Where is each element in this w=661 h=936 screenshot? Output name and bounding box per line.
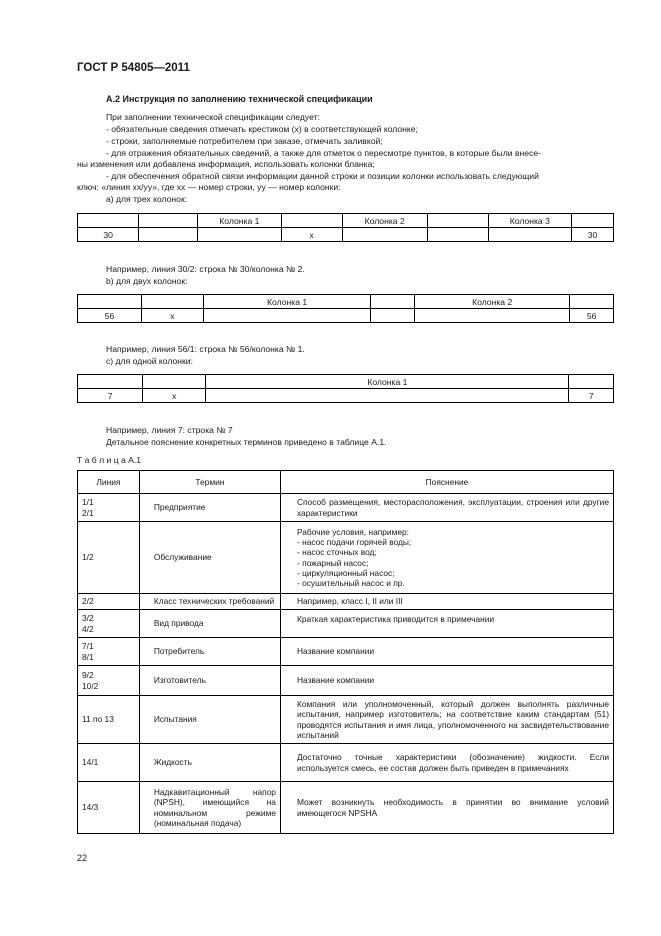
header-explanation: Пояснение xyxy=(280,471,613,494)
line-number: 56 xyxy=(78,309,142,323)
example-2: Например, линия 56/1: строка № 56/колонка № 1. xyxy=(106,344,305,354)
example-table-one-column xyxy=(77,374,614,403)
explanation-cell: Рабочие условия, например: xyxy=(296,526,410,537)
table-row xyxy=(78,696,614,744)
line-number-right: 56 xyxy=(570,309,614,323)
line-cell: 7/1 xyxy=(82,641,94,652)
list-item: - насос подачи горячей воды; xyxy=(296,537,412,548)
table-row xyxy=(78,594,614,610)
intro-item-2: - строки, заполняемые потребителем при заказе, отмечать заливкой; xyxy=(106,136,383,146)
col-2-header: Колонка 2 xyxy=(415,295,570,309)
line-cell: 2/1 xyxy=(82,507,94,518)
table-row xyxy=(78,744,614,782)
line-cell: 11 по 13 xyxy=(78,696,140,744)
col-2-header: Колонка 2 xyxy=(342,214,427,228)
table-row xyxy=(78,666,614,696)
col-1-header: Колонка 1 xyxy=(206,375,569,389)
line-cell: 1/2 xyxy=(78,522,140,594)
term-cell: Предприятие xyxy=(139,494,280,522)
line-cell: 2/2 xyxy=(78,594,140,610)
col-1-header: Колонка 1 xyxy=(203,295,371,309)
example-table-three-columns xyxy=(77,213,614,242)
table-row xyxy=(78,610,614,638)
term-cell: Потребитель xyxy=(139,638,280,666)
case-c-label: с) для одной колонки: xyxy=(106,356,193,366)
explanation-cell: Достаточно точные характеристики (обозначение) жидкости. Если используется смесь, ее состав должен быть приведен в примечаниях xyxy=(280,744,613,782)
explanation-cell: Компания или уполномоченный, который должен выполнять различные испытания, например изготовитель; на соответствие каким стандартам (51) проводятся испытания и имя лица, уполномоченного на засвидетельствование испытаний xyxy=(280,696,613,744)
intro-item-4a: - для обеспечения обратной связи информации данной строки и позиции колонки использовать следующий xyxy=(106,171,539,181)
list-item: - циркуляционный насос; xyxy=(296,567,395,578)
terms-table xyxy=(77,470,614,834)
line-cell: 3/2 xyxy=(82,613,94,624)
col-3-header: Колонка 3 xyxy=(488,214,571,228)
term-cell: Надкавитационный напор (NPSH), имеющийся на номинальном режиме (номинальная подача) xyxy=(139,782,280,834)
line-cell: 9/2 xyxy=(82,670,94,681)
line-number-right: 30 xyxy=(571,228,613,242)
line-cell: 1/1 xyxy=(82,497,94,508)
explanation-cell: Может возникнуть необходимость в принятии во внимание условий имеющегося NPSHA xyxy=(280,782,613,834)
explanation-cell: Название компании xyxy=(280,666,613,696)
table-header-row xyxy=(78,471,614,494)
term-cell: Вид привода xyxy=(139,610,280,638)
explanation-cell: Название компании xyxy=(280,638,613,666)
col-1-header: Колонка 1 xyxy=(198,214,281,228)
example-3: Например, линия 7: строка № 7 xyxy=(106,425,233,435)
table-row xyxy=(78,494,614,522)
list-item: - пожарный насос; xyxy=(296,557,369,568)
list-item: - осушительный насос и пр. xyxy=(296,577,405,588)
explanation-cell: Краткая характеристика приводится в примечании xyxy=(280,610,613,638)
line-cell: 4/2 xyxy=(82,623,94,634)
section-heading: А.2 Инструкция по заполнению технической спецификации xyxy=(106,94,373,104)
document-header: ГОСТ Р 54805—2011 xyxy=(77,62,190,74)
table-row xyxy=(78,638,614,666)
cross-mark: х xyxy=(141,309,203,323)
line-cell: 14/3 xyxy=(78,782,140,834)
example-table-two-columns xyxy=(77,294,614,323)
line-number-right: 7 xyxy=(569,389,614,403)
term-cell: Жидкость xyxy=(139,744,280,782)
term-cell: Изготовитель xyxy=(139,666,280,696)
intro-item-1: - обязательные сведения отмечать крестиком (х) в соответствующей колонке; xyxy=(106,124,418,134)
header-line: Линия xyxy=(78,471,140,494)
explanation-cell: Способ размещения, месторасположения, эксплуатации, строения или другие характеристики xyxy=(280,494,613,522)
intro-item-4b: ключ: «линия хх/уу», где хх — номер строки, уу — номер колонки: xyxy=(77,182,341,192)
detail-note: Детальное пояснение конкретных терминов приведено в таблице А.1. xyxy=(106,437,387,447)
explanation-cell: Например, класс I, II или III xyxy=(280,594,613,610)
cross-mark: х xyxy=(143,389,206,403)
table-row xyxy=(78,522,614,594)
intro-lead: При заполнении технической спецификации следует: xyxy=(106,112,320,122)
cross-mark: х xyxy=(281,228,342,242)
line-cell: 10/2 xyxy=(82,680,99,691)
table-title: Т а б л и ц а А.1 xyxy=(77,455,142,465)
line-number: 30 xyxy=(78,228,139,242)
list-item: - насос сточных вод; xyxy=(296,547,377,558)
line-cell: 14/1 xyxy=(78,744,140,782)
case-a-label: а) для трех колонок: xyxy=(106,194,188,204)
term-cell: Обслуживание xyxy=(139,522,280,594)
table-row xyxy=(78,782,614,834)
page-number: 22 xyxy=(77,853,88,863)
header-term: Термин xyxy=(139,471,280,494)
case-b-label: b) для двух колонок: xyxy=(106,276,188,286)
intro-item-3a: - для отражения обязательных сведений, а также для отметок о пересмотре пунктов, в которые были внесе- xyxy=(106,148,541,158)
line-number: 7 xyxy=(78,389,143,403)
line-cell: 8/1 xyxy=(82,651,94,662)
intro-item-3b: ны изменения или добавлена информация, использовать колонки бланка; xyxy=(77,159,375,169)
term-cell: Испытания xyxy=(139,696,280,744)
term-cell: Класс технических требований xyxy=(139,594,280,610)
example-1: Например, линия 30/2: строка № 30/колонка № 2. xyxy=(106,264,305,274)
